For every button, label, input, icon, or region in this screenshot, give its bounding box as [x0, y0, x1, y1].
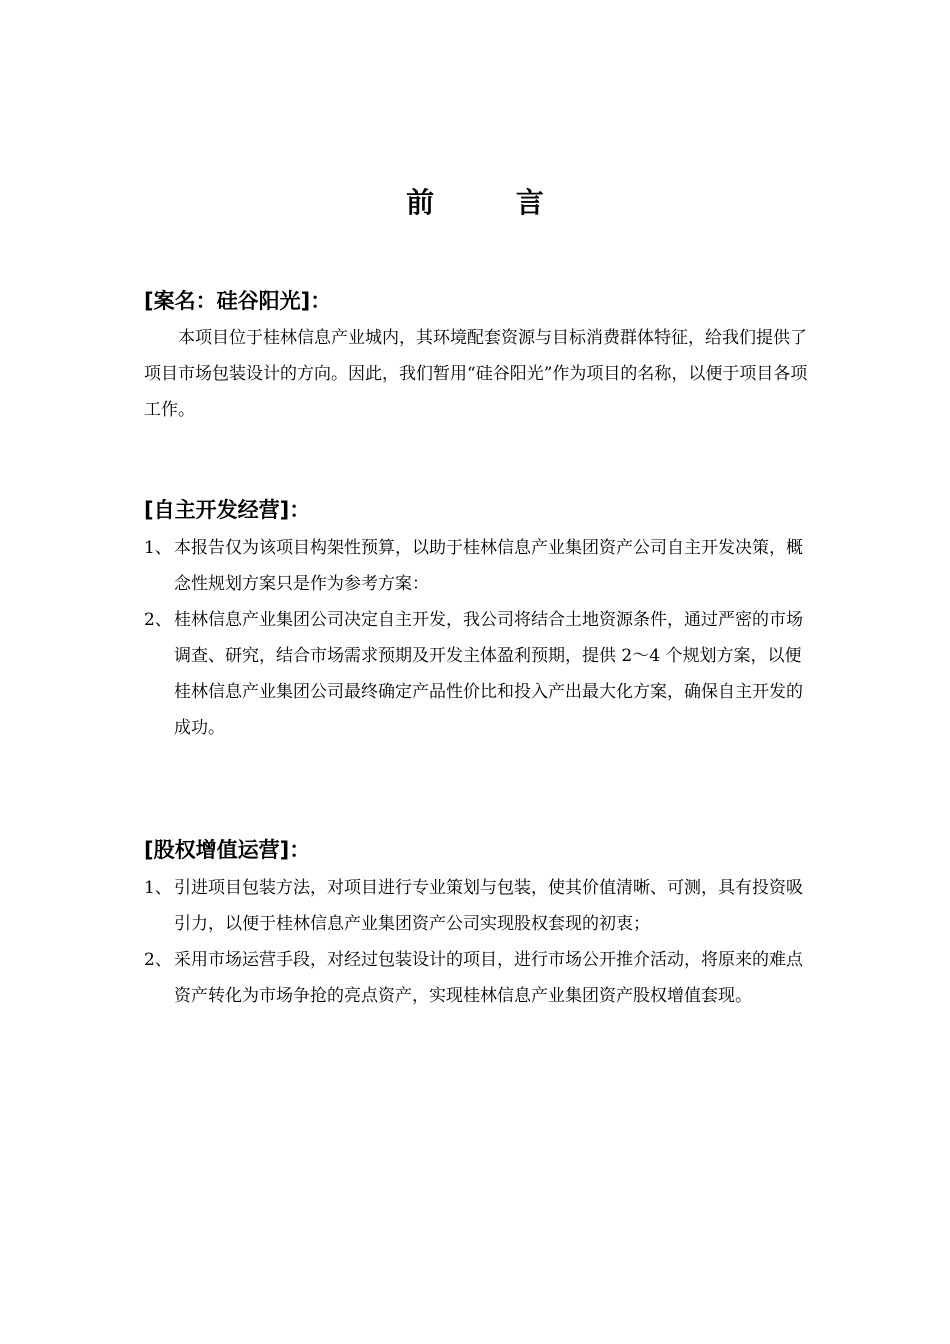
list-item [144, 870, 808, 942]
list-item-text: 本报告仅为该项目构架性预算，以助于桂林信息产业集团资产公司自主开发决策，概念性规划方案只是作为参考方案： [174, 538, 803, 594]
section-paragraph-project-name: 本项目位于桂林信息产业城内，其环境配套资源与目标消费群体特征，给我们提供了项目市场包装设计的方向。因此，我们暂用“硅谷阳光”作为项目的名称，以便于项目各项工作。 [144, 328, 808, 420]
page-title: 前 言 [406, 186, 580, 219]
list-item [144, 942, 808, 1014]
list-item-number: 2、 [144, 610, 172, 630]
list-item-text: 采用市场运营手段，对经过包装设计的项目，进行市场公开推介活动，将原来的难点资产转化为市场争抢的亮点资产，实现桂林信息产业集团资产股权增值套现。 [174, 950, 803, 1006]
list-item-number: 1、 [144, 878, 172, 898]
list-item-number: 1、 [144, 538, 172, 558]
list-item [144, 530, 808, 602]
section-heading-self-development: [自主开发经营]： [144, 498, 311, 522]
section-heading-equity-appreciation: [股权增值运营]： [144, 838, 311, 862]
list-item-number: 2、 [144, 950, 172, 970]
section-heading-project-name: [案名：硅谷阳光]： [144, 289, 332, 313]
list-item-text: 引进项目包装方法，对项目进行专业策划与包装，使其价值清晰、可测，具有投资吸引力，以便于桂林信息产业集团资产公司实现股权套现的初衷； [174, 878, 803, 934]
list-item-text: 桂林信息产业集团公司决定自主开发，我公司将结合土地资源条件，通过严密的市场调查、研究，结合市场需求预期及开发主体盈利预期，提供 2～4 个规划方案，以便桂林信息产业集团公司最终确定产品性价比和投入产出最大化方案，确保自主开发的成功。 [174, 610, 803, 738]
list-item [144, 602, 808, 746]
